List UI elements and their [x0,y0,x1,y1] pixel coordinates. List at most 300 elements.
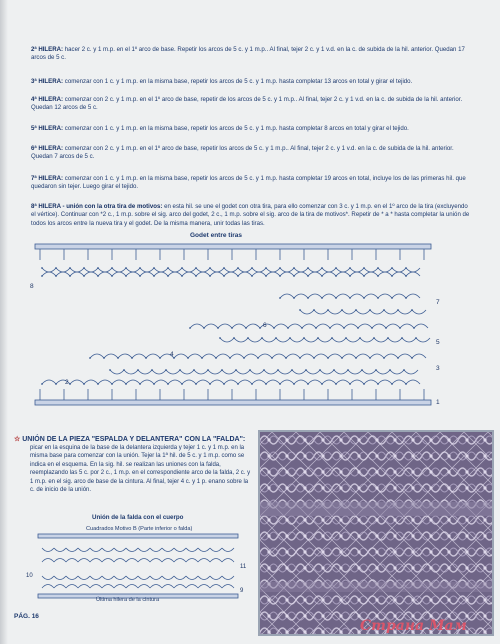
stitch-dot [305,369,307,371]
chain-arc [180,370,194,374]
stitch-dot [391,267,393,269]
stitch-dot [109,369,111,371]
chain-arc [190,324,204,328]
stitch-dot [377,267,379,269]
chain-arc [112,380,126,384]
chain-arc [90,548,102,552]
chain-arc [356,310,370,314]
bottom-strip-band [35,400,431,405]
chain-arc [202,354,216,358]
chain-arc [358,324,372,328]
chain-arc [234,338,248,342]
chain-arc [322,294,336,298]
stitch-dot [377,383,379,385]
chain-arc [350,294,364,298]
chain-arc [378,380,392,384]
chain-arc [386,324,400,328]
chain-arc [322,272,336,276]
site-watermark: Страна Мам [360,618,467,634]
chain-arc [102,585,114,589]
stitch-dot [261,337,263,339]
stitch-dot [301,327,303,329]
stitch-dot [349,297,351,299]
stitch-dot [151,369,153,371]
chain-arc [90,354,104,358]
stitch-dot [291,369,293,371]
stitch-dot [117,357,119,359]
chain-arc [102,559,114,563]
chain-arc [390,370,404,374]
row-text: comenzar con 2 c. y 1 m.p. en el 1º arco de base, repetir los arcos de 5 c. y 1 m.p.. Al final, tejer 2 c. y 1 v.d. en la c. de subida de la hil. anterior. Quedan 7 arcos de 5 c. [31,145,454,161]
chain-arc [126,548,138,552]
chain-arc [154,272,168,276]
stitch-dot [363,383,365,385]
chain-arc [66,585,78,589]
stitch-dot [293,275,295,277]
chain-arc [196,380,210,384]
stitch-dot [55,267,57,269]
top-strip-band [35,244,431,249]
stitch-dot [413,327,415,329]
chain-arc [54,576,66,580]
chain-arc [56,268,70,272]
chain-arc [388,338,402,342]
chain-arc [314,354,328,358]
stitch-dot [279,267,281,269]
small-left-label: 10 [26,573,33,579]
row-label: 6ª HILERA: [31,145,64,152]
stitch-dot [195,383,197,385]
diagram-right-label: 5 [436,339,440,346]
row-5-instruction [31,125,471,133]
chain-arc [238,272,252,276]
chain-arc [182,272,196,276]
stitch-dot [279,297,281,299]
stitch-dot [195,267,197,269]
chain-arc [196,268,210,272]
row-label: 7ª HILERA: [31,175,64,182]
stitch-dot [355,357,357,359]
stitch-dot [279,383,281,385]
diagram-title: Godet entre tiras [190,232,243,239]
chain-arc [350,272,364,276]
stitch-dot [335,275,337,277]
chain-arc [140,268,154,272]
chain-arc [150,576,162,580]
chain-arc [138,576,150,580]
chain-arc [42,548,54,552]
stitch-dot [333,369,335,371]
union-title-text: UNIÓN DE LA PIEZA "ESPALDA Y DELANTERA" CON LA "FALDA": [22,436,246,443]
stitch-dot [389,369,391,371]
row-text: en esta hil. se une el godet con otra tira, para ello comenzar con 3 c. y 1 m.p. en el 1º arco de la tira (excluyendo el vértice). Continuar con *2 c., 1 m.p. sobre el sig. arco del godet, 2 c., 1 m.p. sobre el sig. arco de la tira de motivos*. Repetir de * a * hasta completar la unión de todos los arcos entre la nueva tira y el godet. De la misma manera, unir todas las tiras. [31,203,470,227]
chain-arc [252,268,266,272]
stitch-dot [335,297,337,299]
stitch-dot [307,383,309,385]
chain-arc [294,380,308,384]
chain-arc [320,370,334,374]
chain-arc [370,310,384,314]
chain-arc [198,548,210,552]
chain-arc [370,354,384,358]
chain-arc [306,370,320,374]
chain-arc [118,354,132,358]
chain-arc [114,576,126,580]
chain-arc [146,354,160,358]
chain-arc [140,272,154,276]
stitch-dot [271,357,273,359]
chain-arc [114,548,126,552]
chain-arc [334,370,348,374]
small-diagram-title: Unión de la falda con el cuerpo [92,514,184,521]
chain-arc [196,272,210,276]
chain-arc [308,272,322,276]
stitch-dot [265,383,267,385]
chain-arc [222,548,234,552]
chain-arc [406,268,420,272]
small-right-label: 11 [240,564,247,570]
stitch-dot [293,383,295,385]
stitch-dot [215,357,217,359]
chain-arc [252,380,266,384]
chain-arc [70,268,84,272]
bottom-strip-ticks [40,389,424,400]
chain-arc [168,380,182,384]
stitch-dot [139,275,141,277]
chain-arc [114,585,126,589]
chain-arc [84,268,98,272]
row-2-instruction [31,46,471,63]
chain-arc [384,354,398,358]
chain-arc [238,380,252,384]
stitch-dot [397,309,399,311]
chain-arc [308,268,322,272]
chain-arc [78,548,90,552]
stitch-dot [247,337,249,339]
stitch-dot [329,327,331,329]
stitch-dot [363,275,365,277]
chain-arc [404,370,418,374]
chain-arc [392,268,406,272]
chain-arc [248,338,262,342]
chain-arc [210,272,224,276]
stitch-dot [219,337,221,339]
chain-arc [162,559,174,563]
chain-arc [318,338,332,342]
chain-arc [166,370,180,374]
chain-arc [346,338,360,342]
chain-arc [292,370,306,374]
chain-arc [230,354,244,358]
stitch-dot [249,369,251,371]
chain-arc [182,380,196,384]
stitch-dot [123,369,125,371]
chain-arc [210,548,222,552]
stitch-dot [387,337,389,339]
stitch-dot [405,267,407,269]
chain-arc [174,559,186,563]
chain-arc [278,370,292,374]
stitch-dot [159,357,161,359]
chain-arc [304,338,318,342]
chain-arc [198,585,210,589]
stitch-dot [299,357,301,359]
stitch-dot [181,275,183,277]
stitch-dot [83,383,85,385]
chain-arc [222,559,234,563]
stitch-dot [111,383,113,385]
stitch-dot [397,357,399,359]
chain-arc [126,380,140,384]
stitch-dot [341,357,343,359]
stitch-dot [345,337,347,339]
stitch-dot [237,275,239,277]
stitch-dot [369,309,371,311]
chain-arc [54,559,66,563]
chain-arc [126,576,138,580]
chain-arc [222,370,236,374]
chain-arc [126,559,138,563]
chain-arc [250,370,264,374]
chain-arc [400,324,414,328]
chain-arc [280,268,294,272]
stitch-dot [331,337,333,339]
chain-arc [300,310,314,314]
stitch-dot [207,369,209,371]
chain-arc [150,548,162,552]
small-diagram-caption: Última hilera de la cintura [96,597,160,603]
chain-arc [222,576,234,580]
chain-arc [194,370,208,374]
chain-arc [204,324,218,328]
chain-arc [162,585,174,589]
stitch-dot [223,383,225,385]
chain-arc [110,370,124,374]
chain-arc [154,380,168,384]
stitch-dot [313,357,315,359]
chain-arc [402,338,416,342]
chain-arc [174,585,186,589]
stitch-dot [97,267,99,269]
stitch-dot [131,357,133,359]
lace-texture [260,432,492,634]
chain-arc [332,338,346,342]
chain-arc [266,272,280,276]
diagram-left-label: 6 [263,322,267,329]
chain-arc [314,310,328,314]
stitch-dot [275,337,277,339]
stitch-dot [279,275,281,277]
chain-arc [138,585,150,589]
chain-arc [348,370,362,374]
stitch-dot [251,267,253,269]
chain-arc [210,585,222,589]
chain-arc [328,310,342,314]
chain-arc [198,559,210,563]
stitch-dot [415,337,417,339]
chain-arc [350,380,364,384]
chain-arc [224,272,238,276]
chain-arc [186,548,198,552]
stitch-dot [287,327,289,329]
stitch-dot [69,275,71,277]
stitch-dot [383,309,385,311]
stitch-dot [145,357,147,359]
stitch-dot [209,383,211,385]
stitch-dot [263,369,265,371]
stitch-dot [153,275,155,277]
stitch-dot [125,267,127,269]
stitch-dot [181,267,183,269]
stitch-dot [307,275,309,277]
stitch-dot [187,357,189,359]
chain-arc [276,338,290,342]
stitch-dot [233,337,235,339]
chain-arc [294,268,308,272]
stitch-dot [125,275,127,277]
stitch-dot [201,357,203,359]
skirt-strip-band [38,534,238,538]
chain-arc [364,268,378,272]
chain-arc [216,354,230,358]
stitch-dot [245,327,247,329]
chain-arc [374,338,388,342]
chain-arc [222,585,234,589]
chain-arc [406,380,420,384]
stitch-dot [403,369,405,371]
crochet-fabric-photo [258,430,494,636]
chain-arc [182,268,196,272]
chain-arc [350,268,364,272]
stitch-dot [55,275,57,277]
chain-arc [294,272,308,276]
stitch-dot [299,309,301,311]
stitch-dot [237,383,239,385]
chain-arc [66,548,78,552]
stitch-dot [315,327,317,329]
stitch-dot [55,383,57,385]
small-right-label: 9 [240,588,244,594]
row-text: comenzar con 1 c. y 1 m.p. en la misma base, repetir los arcos de 5 c. y 1 m.p. hasta completar 8 arcos en total y girar el tejido. [64,125,409,132]
stitch-dot [165,369,167,371]
stitch-dot [167,383,169,385]
stitch-dot [41,383,43,385]
top-strip-ticks [40,249,424,260]
stitch-dot [405,297,407,299]
stitch-dot [167,267,169,269]
stitch-dot [259,327,261,329]
row-label: 4ª HILERA: [31,96,64,103]
stitch-dot [321,275,323,277]
chain-arc [330,324,344,328]
chain-arc [112,272,126,276]
chain-arc [274,324,288,328]
stitch-dot [217,327,219,329]
chain-arc [286,354,300,358]
chain-arc [336,272,350,276]
chain-arc [328,354,342,358]
chain-arc [406,272,420,276]
stitch-dot [111,275,113,277]
chain-arc [90,576,102,580]
chain-arc [392,272,406,276]
stitch-dot [411,309,413,311]
stitch-dot [385,327,387,329]
stitch-dot [361,369,363,371]
page-number: PÁG. 16 [14,613,39,620]
stitch-dot [327,357,329,359]
chain-arc [150,559,162,563]
stitch-dot [209,275,211,277]
stitch-dot [179,369,181,371]
stitch-dot [125,383,127,385]
chain-arc [384,310,398,314]
row-text: hacer 2 c. y 1 m.p. en el 1º arco de base. Repetir los arcos de 5 c. y 1 m.p.. Al final, tejer 2 c. y 1 v.d. en la c. de subida de la hil. anterior. Quedan 17 arcos de 5 c. [31,46,465,62]
waist-union-diagram [26,532,250,604]
chain-arc [78,576,90,580]
stitch-dot [313,309,315,311]
chain-arc [210,576,222,580]
stitch-dot [383,357,385,359]
chain-arc [150,585,162,589]
stitch-dot [103,357,105,359]
chain-arc [138,370,152,374]
small-diagram-subtitle: Cuadrados Motivo B (Parte inferior o falda) [86,526,193,532]
chain-arc [356,354,370,358]
row-label: 3ª HILERA: [31,78,64,85]
row-6-instruction [31,145,471,162]
chain-arc [406,294,420,298]
stitch-dot [321,267,323,269]
chain-arc [188,354,202,358]
chain-arc [336,294,350,298]
chain-arc [56,272,70,276]
chain-arc [364,294,378,298]
chain-arc [174,354,188,358]
chain-arc [102,548,114,552]
stitch-dot [391,383,393,385]
stitch-dot [399,327,401,329]
chain-arc [412,354,426,358]
chain-arc [294,294,308,298]
chain-arc [132,354,146,358]
chain-arc [244,354,258,358]
star-icon: ☆ [14,436,21,443]
chain-arc [262,338,276,342]
chain-arc [102,576,114,580]
stitch-dot [153,267,155,269]
stitch-dot [83,275,85,277]
stitch-dot [139,267,141,269]
chain-arc [70,272,84,276]
diagram-left-label: 2 [65,379,69,386]
chain-arc [138,548,150,552]
chain-arc [378,294,392,298]
stitch-dot [327,309,329,311]
stitch-dot [203,327,205,329]
stitch-dot [153,383,155,385]
chain-arc [42,268,56,272]
stitch-dot [401,337,403,339]
diagram-right-label: 3 [436,365,440,372]
stitch-dot [293,297,295,299]
stitch-dot [363,267,365,269]
chain-arc [154,268,168,272]
chain-arc [66,559,78,563]
chain-arc [90,585,102,589]
chain-arc [98,268,112,272]
stitch-dot [189,327,191,329]
